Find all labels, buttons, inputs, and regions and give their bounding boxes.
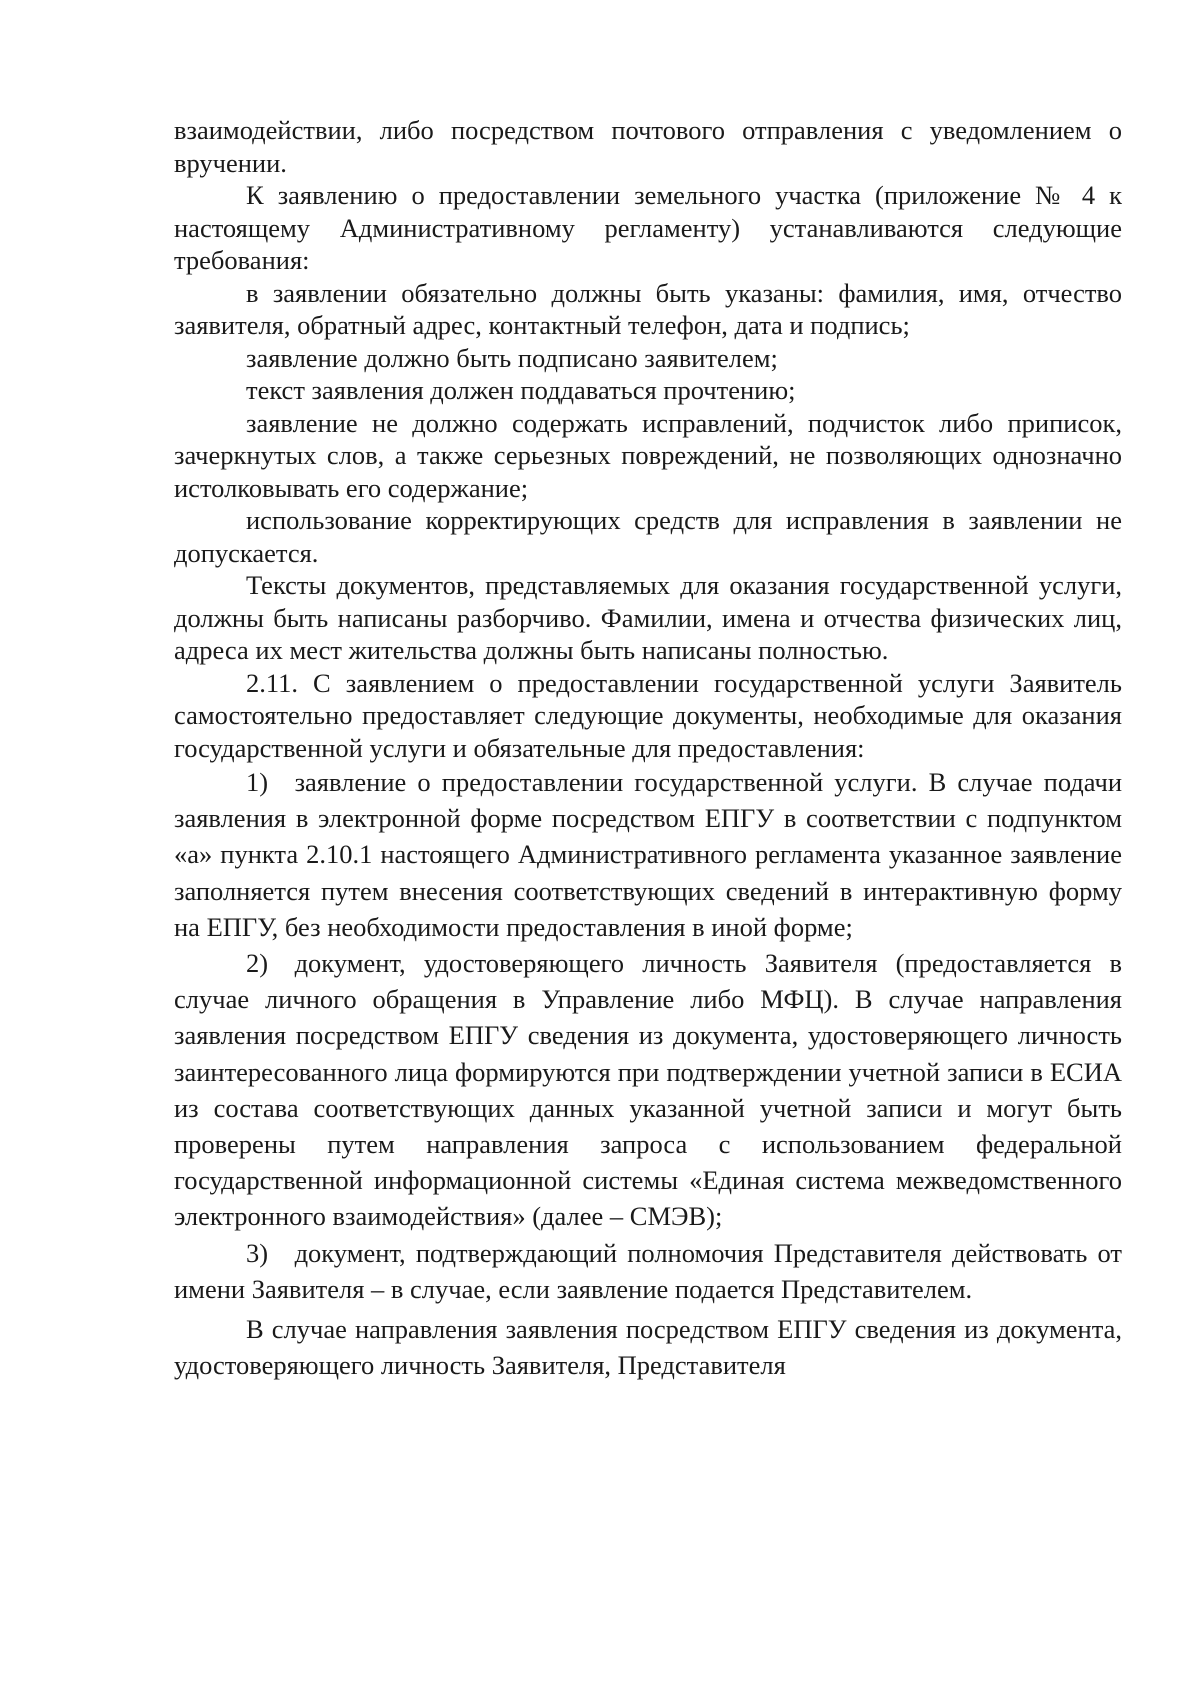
paragraph-requirement-readable: текст заявления должен поддаваться прочтению; (246, 375, 796, 405)
list-item-2: 2) документ, удостоверяющего личность Заявителя (предоставляется в случае личного обращения в Управление либо МФЦ). В случае направления заявления посредством ЕПГУ сведения из документа, удостоверяющего личность заинтересованного лица формируются при подтверждении учетной записи в ЕСИА из состава соответствующих данных указанной учетной записи и могут быть проверены путем направления запроса с использованием федеральной государственной информационной системы «Единая система межведомственного электронного взаимодействия» (далее – СМЭВ); (174, 948, 1122, 1232)
paragraph-requirements-intro: К заявлению о предоставлении земельного участка (приложение № 4 к настоящему Административному регламенту) устанавливаются следующие требования: (174, 180, 1122, 275)
document-text (174, 114, 1122, 1383)
paragraph-texts-legible: Тексты документов, представляемых для оказания государственной услуги, должны быть написаны разборчиво. Фамилии, имена и отчества физических лиц, адреса их мест жительства должны быть написаны полностью. (174, 570, 1122, 665)
list-item-3: 3) документ, подтверждающий полномочия Представителя действовать от имени Заявителя – в случае, если заявление подается Представителем. (174, 1237, 1122, 1304)
paragraph-requirement-no-corrections: заявление не должно содержать исправлений, подчисток либо приписок, зачеркнутых слов, а также серьезных повреждений, не позволяющих однозначно истолковывать его содержание; (174, 407, 1122, 503)
paragraph-section-2-11: 2.11. С заявлением о предоставлении государственной услуги Заявитель самостоятельно предоставляет следующие документы, необходимые для оказания государственной услуги и обязательные для предоставления: (174, 667, 1122, 763)
paragraph-requirement-signed: заявление должно быть подписано заявителем; (246, 342, 778, 373)
text-block-upper (174, 114, 1122, 764)
paragraph-requirement-no-correctors: использование корректирующих средств для исправления в заявлении не допускается. (174, 505, 1122, 568)
paragraph-continuation: взаимодействии, либо посредством почтового отправления с уведомлением о вручении. (174, 115, 1122, 178)
paragraph-epgu-identity: В случае направления заявления посредством ЕПГУ сведения из документа, удостоверяющего личность Заявителя, Представителя (174, 1314, 1122, 1381)
paragraph-requirement-fields: в заявлении обязательно должны быть указаны: фамилия, имя, отчество заявителя, обратный адрес, контактный телефон, дата и подпись; (174, 277, 1122, 340)
list-item-1: 1) заявление о предоставлении государственной услуги. В случае подачи заявления в электронной форме посредством ЕПГУ в соответствии с подпунктом «а» пункта 2.10.1 настоящего Административного регламента указанное заявление заполняется путем внесения соответствующих сведений в интерактивную форму на ЕПГУ, без необходимости предоставления в иной форме; (174, 767, 1122, 942)
text-block-lower (174, 764, 1122, 1383)
